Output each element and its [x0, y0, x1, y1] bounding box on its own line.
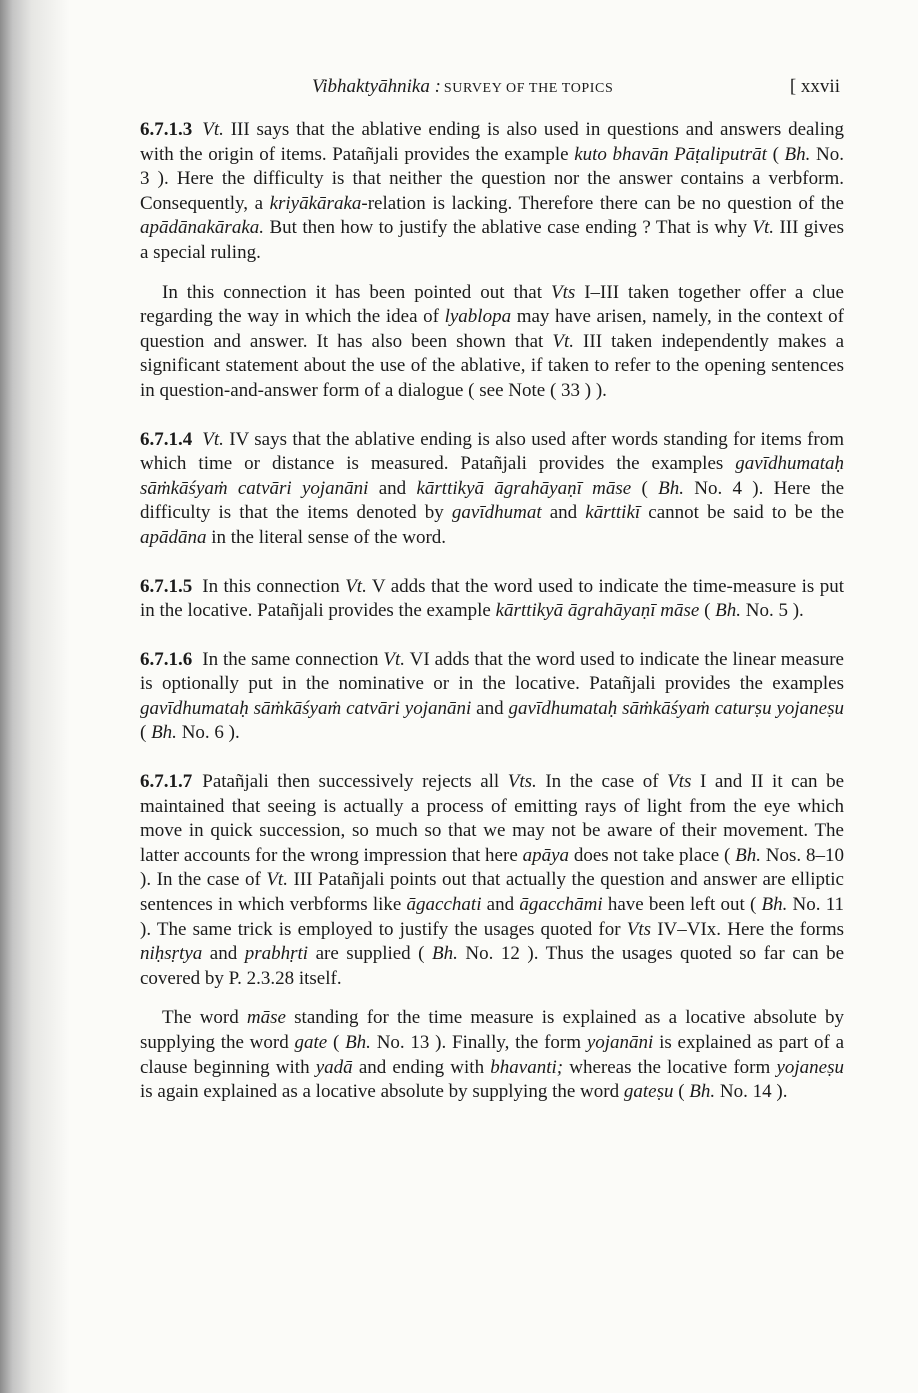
italic-term: Vts: [550, 281, 576, 303]
italic-term: Vts.: [507, 771, 537, 793]
italic-term: apādāna: [140, 526, 207, 548]
paragraph-6-7-1-7: [140, 770, 844, 991]
text-run: and ending with: [352, 1056, 491, 1078]
text-run: does not take place (: [569, 844, 736, 866]
italic-term: Vt.: [752, 217, 775, 239]
text-run: No. 6 ).: [176, 722, 240, 744]
text-run: The word: [162, 1007, 247, 1029]
paragraph-6-7-1-3: [140, 118, 844, 266]
text-run: (: [699, 600, 716, 622]
text-run: in the literal sense of the word.: [206, 526, 447, 548]
italic-term: Vt.: [266, 869, 288, 891]
text-run: No. 5 ).: [741, 600, 804, 622]
italic-term: Bh.: [735, 844, 761, 866]
text-run: In the same connection: [202, 648, 384, 670]
text-run: are supplied (: [308, 943, 433, 965]
running-title-italic: Vibhaktyāhnika :: [312, 76, 441, 97]
italic-term: Vt.: [202, 119, 224, 140]
running-title-caps: SURVEY OF THE TOPICS: [443, 81, 614, 96]
text-run: III taken independently makes a significant statement about the use of the ablative, if taken to refer to the opening sentences in question-and-answer form of a dialogue ( see Note ( 33 ) ).: [140, 330, 844, 401]
text-run: and: [368, 477, 417, 499]
text-run: and: [541, 502, 586, 524]
italic-term: kuto bhavān Pāṭaliputrāt: [574, 143, 767, 165]
italic-term: gavīdhumat: [451, 502, 542, 524]
italic-term: prabhṛti: [244, 943, 309, 965]
italic-term: āgacchati: [406, 894, 482, 916]
text-run: III says that the ablative ending is also used in questions and answers dealing with the origin of items. Patañjali provides the example: [140, 119, 844, 165]
italic-term: kriyākāraka: [269, 192, 362, 214]
italic-term: Vts: [667, 771, 692, 793]
paragraph-6-7-1-6: [140, 648, 844, 746]
text-run: and: [481, 894, 520, 916]
text-run: I and II it can be maintained that seeing is actually a process of emitting rays of light from the eye which move in quick succession, so much so that we may not be aware of their movement. The latter accounts for the wrong impression that here: [140, 771, 844, 866]
italic-term: Vt.: [383, 648, 406, 670]
text-run: III Patañjali points out that actually the question and answer are elliptic sentences in which verbforms like: [140, 869, 844, 916]
text-run: No. 4 ). Here the difficulty is that the items denoted by: [140, 477, 845, 524]
paragraph-6-7-1-4: [140, 428, 844, 551]
italic-term: Vt.: [202, 428, 224, 450]
italic-term: gateṣu: [623, 1081, 674, 1103]
text-run: V adds that the word used to indicate the time-measure is put in the locative. Patañjali provides the example: [140, 575, 844, 622]
text-run: (: [140, 722, 152, 744]
text-run: IV says that the ablative ending is also used after words standing for items from which time or distance is measured. Patañjali provides the examples: [140, 428, 844, 475]
italic-term: Bh.: [151, 722, 177, 744]
running-title: [312, 76, 613, 98]
text-run: No. 3 ). Here the difficulty is that neither the question nor the answer contains a verbform. Consequently, a: [140, 143, 844, 214]
italic-term: Bh.: [715, 600, 741, 622]
text-run: have been left out (: [602, 894, 762, 916]
italic-term: yojaneṣu: [776, 1056, 844, 1078]
text-run: -relation is lacking. Therefore there can be no question of the: [361, 192, 844, 214]
italic-term: kārttikyā āgrahāyaṇī māse: [416, 477, 632, 499]
text-run: is again explained as a locative absolute by supplying the word: [140, 1081, 624, 1103]
italic-term: apādānakāraka.: [140, 217, 265, 239]
text-run: No. 14 ).: [715, 1081, 788, 1103]
text-run: But then how to justify the ablative case ending ? That is why: [264, 217, 753, 239]
italic-term: Bh.: [432, 943, 458, 965]
text-run: Patañjali then successively rejects all: [202, 771, 508, 793]
page-body: [140, 118, 844, 1105]
italic-term: gavīdhumataḥ sāṁkāśyaṁ caturṣu yojaneṣu: [508, 697, 844, 719]
italic-term: Bh.: [689, 1081, 716, 1103]
text-run: In this connection: [202, 575, 346, 597]
text-run: cannot be said to be the: [640, 502, 845, 524]
text-run: I–III taken together offer a clue regarding the way in which the idea of: [140, 281, 844, 328]
text-run: VI adds that the word used to indicate the linear measure is optionally put in the nominative or in the locative. Patañjali provides the examples: [140, 648, 844, 695]
running-header: [140, 76, 844, 100]
paragraph-connection: [140, 281, 844, 404]
text-run: and: [471, 697, 509, 719]
scanned-page-edge-shadow: [0, 0, 70, 1393]
page-number: [ xxvii: [789, 76, 840, 97]
italic-term: māse: [246, 1007, 286, 1029]
text-run: (: [766, 143, 785, 165]
text-run: No. 13 ). Finally, the form: [370, 1032, 587, 1053]
paragraph-6-7-1-5: [140, 575, 844, 624]
text-run: may have arisen, namely, in the context of question and answer. It has also been shown that: [140, 306, 844, 352]
text-run: standing for the time measure is explained as a locative absolute by supplying the word: [140, 1007, 844, 1053]
text-run: In the case of: [536, 771, 668, 793]
italic-term: bhavanti;: [490, 1056, 564, 1078]
text-run: No. 12 ). Thus the usages quoted so far can be covered by P. 2.3.28 itself.: [140, 943, 845, 989]
text-run: whereas the locative form: [563, 1056, 777, 1078]
text-run: (: [327, 1032, 346, 1053]
italic-term: kārttikī: [585, 502, 641, 524]
text-run: No. 11 ). The same trick is employed to justify the usages quoted for: [140, 894, 845, 940]
section-number: 6.7.1.5: [140, 575, 193, 597]
italic-term: gavīdhumataḥ sāṁkāśyaṁ catvāri yojanāni: [140, 453, 844, 499]
italic-term: gavīdhumataḥ sāṁkāśyaṁ catvāri yojanāni: [140, 697, 472, 719]
italic-term: kārttikyā āgrahāyaṇī māse: [495, 600, 700, 622]
text-run: Nos. 8–10 ). In the case of: [140, 844, 844, 891]
italic-term: Bh.: [761, 894, 788, 916]
italic-term: Vt.: [552, 330, 574, 352]
text-run: (: [673, 1081, 690, 1103]
text-run: is explained as part of a clause beginning with: [140, 1032, 845, 1078]
section-number: 6.7.1.7: [140, 771, 193, 793]
section-number: 6.7.1.3: [140, 119, 193, 140]
italic-term: Bh.: [345, 1032, 371, 1053]
text-run: IV–VIx. Here the forms: [651, 918, 844, 940]
section-number: 6.7.1.6: [140, 648, 193, 670]
italic-term: Vts: [626, 918, 652, 940]
italic-term: Vt.: [345, 575, 367, 597]
text-run: In this connection it has been pointed out that: [162, 281, 551, 303]
italic-term: niḥsṛtya: [140, 943, 203, 965]
italic-term: yojanāni: [586, 1032, 654, 1053]
text-run: (: [631, 477, 659, 499]
text-run: III gives a special ruling.: [140, 217, 844, 263]
italic-term: yadā: [315, 1056, 353, 1078]
paragraph-mase: [140, 1006, 844, 1104]
italic-term: āgacchāmi: [519, 894, 603, 916]
italic-term: Bh.: [784, 143, 811, 165]
text-run: and: [202, 943, 245, 965]
italic-term: gate: [294, 1032, 328, 1053]
italic-term: Bh.: [658, 477, 684, 499]
italic-term: apāya: [522, 844, 570, 866]
italic-term: lyablopa: [444, 306, 512, 328]
section-number: 6.7.1.4: [140, 428, 193, 450]
